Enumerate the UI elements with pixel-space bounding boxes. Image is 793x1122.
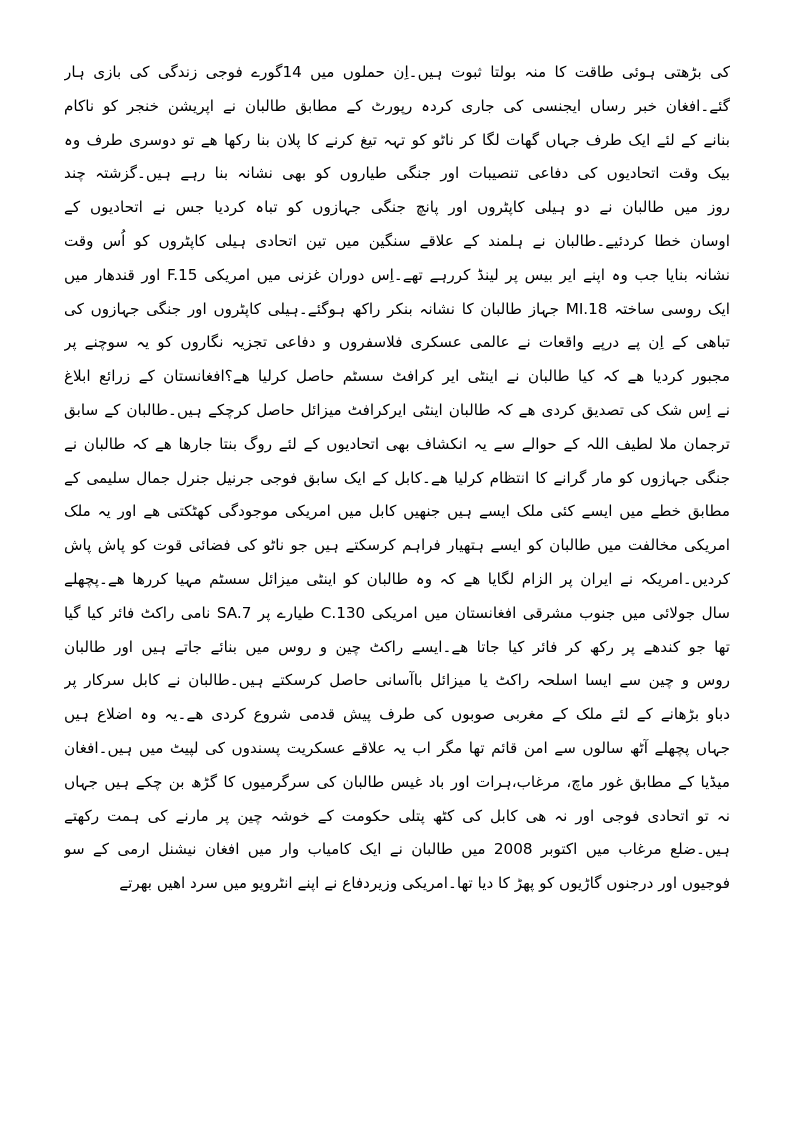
text-line: کردیں۔امریکہ نے ایران پر الزام لگایا ھے کہ وہ طالبان کو اینٹی میزائل سسٹم مہیا کررھا ھے۔پچھلے <box>64 569 730 588</box>
text-line: گئے۔افغان خبر رساں ایجنسی کی جاری کردہ رپورٹ کے مطابق طالبان نے اپریشن خنجر کو ناکام <box>64 96 730 115</box>
text-line: فوجیوں اور درجنوں گاڑیوں کو پھڑ کا دیا تھا۔امریکی وزیردفاع نے اپنے انٹرویو میں سرد اھیں بھرتے <box>119 874 730 893</box>
text-line: مطابق خطے میں ایسے کئی ملک ایسے ہیں جنھیں کابل میں امریکی موجودگی کھٹکتی ھے اور یہ ملک <box>64 502 730 521</box>
text-line: اوسان خطا کردئیے۔طالبان نے ہلمند کے علاقے سنگین میں تین اتحادی ہیلی کاپٹروں کو اُس وقت <box>64 231 730 250</box>
text-line: نے اِس شک کی تصدیق کردی ھے کہ طالبان اینٹی ایرکرافٹ میزائل حاصل کرچکے ہیں۔طالبان کے سابق <box>64 400 730 419</box>
text-line: ہیں۔ضلع مرغاب میں اکتوبر 2008 میں طالبان نے ایک کامیاب وار میں افغان نیشنل ارمی کے سو <box>64 840 730 859</box>
text-line: بنانے کے لئے ایک طرف جہاں گھات لگا کر ناٹو کو تہہ تیغ کرنے کا پلان بنا رکھا ھے تو دوسری طرف وہ <box>64 130 730 149</box>
text-line: امریکی مخالفت میں طالبان کو ایسے ہتھیار فراہم کرسکتے ہیں جو ناٹو کی فضائی قوت کو پاش پاش <box>64 536 730 555</box>
text-line: ترجمان ملا لطیف اللہ کے حوالے سے یہ انکشاف بھی اتحادیوں کے لئے روگ بنتا جارھا ھے کہ طالبان نے <box>64 434 730 453</box>
text-line: بیک وقت اتحادیوں کی دفاعی تنصیبات اور جنگی طیاروں کو بھی نشانہ بنا رہے ہیں۔گزشتہ چند <box>64 164 730 183</box>
text-line: کی بڑھتی ہوئی طاقت کا منہ بولتا ثبوت ہیں۔اِن حملوں میں 14گورے فوجی زندگی کی بازی ہار <box>64 63 730 81</box>
text-line: تھا جو کندھے پر رکھ کر فائر کیا جاتا ھے۔ایسے راکٹ چین و روس میں بنائے جاتے ہیں اور طالبان <box>64 637 730 656</box>
text-line: جنگی جہازوں کو مار گرانے کا انتظام کرلیا ھے۔کابل کے ایک سابق فوجی جرنیل جنرل جمال سلیمی کے <box>64 468 730 487</box>
text-line: نہ تو اتحادی فوجی اور نہ ھی کابل کی کٹھ پتلی حکومت کے خوشہ چین پر مارنے کی ہمت رکھتے <box>64 806 730 825</box>
text-line: دباو بڑھانے کے لئے ملک کے مغربی صوبوں کی طرف پیش قدمی شروع کردی ھے۔یہ وہ اضلاع ہیں <box>64 705 730 724</box>
text-line: تباھی کے اِن پے درپے واقعات نے عالمی عسکری فلاسفروں و دفاعی تجزیہ نگاروں کو یہ سوچنے پر <box>64 333 730 352</box>
text-line: میڈیا کے مطابق غور ماچ، مرغاب،ہرات اور باد غیس طالبان کی سرگرمیوں کا گڑھ بن چکے ہیں جہاں <box>64 772 730 791</box>
body-text <box>64 56 730 901</box>
text-line: مجبور کردیا ھے کہ کیا طالبان نے اینٹی ایر کرافٹ سسٹم حاصل کرلیا ھے؟افغانستان کے زرائع ابلاغ <box>64 367 730 386</box>
text-line: روس و چین سے ایسا اسلحہ راکٹ یا میزائل باآسانی حاصل کرسکتے ہیں۔طالبان نے کابل سرکار پر <box>64 671 730 690</box>
text-line: نشانہ بنایا جب وہ اپنے ایر بیس پر لینڈ کررہے تھے۔اِس دوران غزنی میں امریکی F.15 اور قندھار میں <box>64 265 730 284</box>
text-line: جہاں پچھلے آٹھ سالوں سے امن قائم تھا مگر اب یہ علاقے عسکریت پسندوں کی لپیٹ میں ہیں۔افغان <box>64 738 730 757</box>
text-line: سال جولائی میں جنوب مشرقی افغانستان میں امریکی C.130 طیارے پر SA.7 نامی راکٹ فائر کیا گیا <box>64 603 730 622</box>
text-line: روز میں طالبان نے دو ہیلی کاپٹروں اور پانچ جنگی جہازوں کو تباہ کردیا جس نے اتحادیوں کے <box>64 198 730 217</box>
text-line: ایک روسی ساختہ MI.18 جہاز طالبان کا نشانہ بنکر راکھ ہوگئے۔ہیلی کاپٹروں اور جنگی جہازوں کی <box>64 299 730 318</box>
